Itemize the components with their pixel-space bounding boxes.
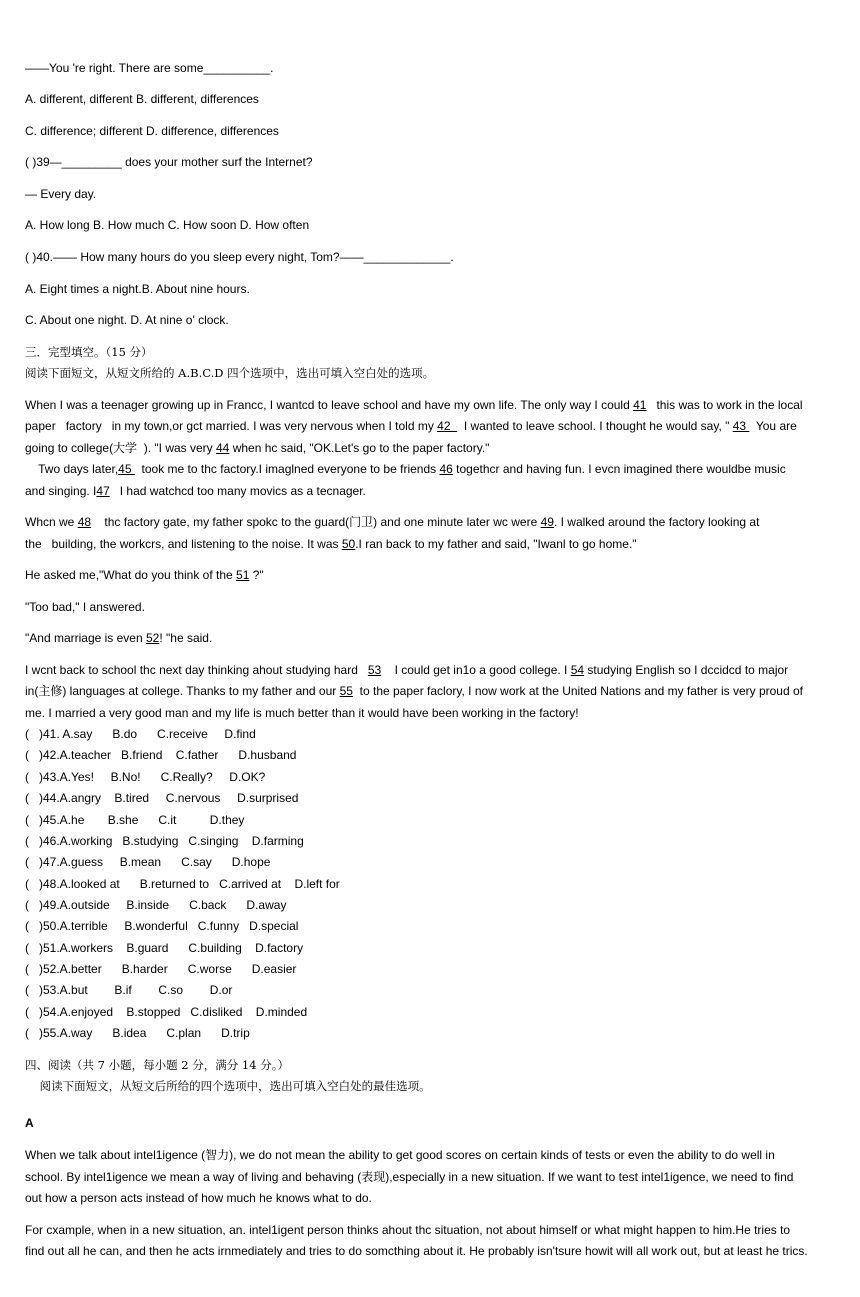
q40-stem: ( )40.—— How many hours do you sleep every night, Tom?——_____________. — [25, 250, 454, 264]
question-48: ( )48.A.looked at B.returned to C.arrived at D.left for — [25, 877, 340, 891]
reading-a-p1-line3: out how a person acts instead of how much he knows what to do. — [25, 1191, 372, 1205]
question-53: ( )53.A.but B.if C.so D.or — [25, 983, 233, 997]
question-44: ( )44.A.angry B.tired C.nervous D.surprised — [25, 791, 299, 805]
blank-45: 45 — [118, 462, 135, 476]
q39-stem: ( )39—_________ does your mother surf the Internet? — [25, 155, 313, 169]
question-42: ( )42.A.teacher B.friend C.father D.husband — [25, 748, 297, 762]
reading-a-p2-line2: find out all he can, and then he acts irnmediately and tries to do somcthing about it. He probably isn'tsure howit will all work out, but at least he trics. — [25, 1244, 808, 1258]
passage-p1-line3: going to college(大学 ). "I was very 44 when hc said, "OK.Let's go to the paper factory." — [25, 441, 490, 455]
question-47: ( )47.A.guess B.mean C.say D.hope — [25, 855, 271, 869]
blank-53: 53 — [367, 663, 382, 677]
blank-47: 47 — [96, 484, 110, 498]
reading-a-p1-line2: school. By intel1igence we mean a way of living and behaving (表现),especially in a new situation. If we want to test intel1igence, we need to find — [25, 1170, 794, 1184]
question-45: ( )45.A.he B.she C.it D.they — [25, 813, 245, 827]
q39-reply: — Every day. — [25, 187, 97, 201]
question-55: ( )55.A.way B.idea C.plan D.trip — [25, 1026, 250, 1040]
blank-42: 42 — [437, 419, 458, 433]
passage-p6-line2: in(主修) languages at college. Thanks to my father and our 55 to the paper faclory, I now work at the United Nations and my father is very proud of — [25, 684, 803, 698]
question-52: ( )52.A.better B.harder C.worse D.easier — [25, 962, 297, 976]
passage-p6-line3: me. I married a very good man and my life is much better than it would have been working in the factory! — [25, 706, 579, 720]
passage-p6-line1: I wcnt back to school thc next day thinking ahout studying hard 53 I could get in1o a good college. I 54 studying English so I dccidcd to major — [25, 663, 789, 677]
question-49: ( )49.A.outside B.inside C.back D.away — [25, 898, 287, 912]
question-51: ( )51.A.workers B.guard C.building D.factory — [25, 941, 304, 955]
passage-p1-line2: paper factory in my town,or gct married. I was very nervous when I told my 42 I wanted to leave school. I thought he would say, " 43 You are — [25, 419, 797, 433]
passage-p1-line5: and singing. I47 I had watchcd too many movics as a tecnager. — [25, 484, 366, 498]
part4-instruction: 阅读下面短文，从短文后所给的四个选项中，选出可填入空白处的最佳选项。 — [25, 1079, 431, 1093]
reading-a-p1-line1: When we talk about intel1igence (智力), we do not mean the ability to get good scores on certain kinds of tests or even the ability to do well in — [25, 1148, 775, 1162]
passage-p1-line4: Two days later,45 took me to thc factory.I imaglned everyone to be friends 46 togethcr and having fun. I evcn imagined there wouldbe music — [25, 462, 786, 476]
question-41: ( )41. A.say B.do C.receive D.find — [25, 727, 256, 741]
part3-heading: 三．完型填空。（15 分） — [25, 345, 153, 359]
q40-options-2: C. About one night. D. At nine o' clock. — [25, 313, 229, 327]
q38-options-2: C. difference; different D. difference, differences — [25, 124, 279, 138]
blank-44: 44 — [216, 441, 230, 455]
blank-55: 55 — [339, 684, 353, 698]
q38-options-1: A. different, different B. different, differences — [25, 92, 259, 106]
passage-p3: He asked me,"What do you think of the 51 ?" — [25, 568, 264, 582]
question-54: ( )54.A.enjoyed B.stopped C.disliked D.minded — [25, 1005, 308, 1019]
blank-46: 46 — [439, 462, 453, 476]
passage-p5: "And marriage is even 52! "he said. — [25, 631, 213, 645]
blank-43: 43 — [732, 419, 750, 433]
question-43: ( )43.A.Yes! B.No! C.Really? D.OK? — [25, 770, 266, 784]
question-50: ( )50.A.terrible B.wonderful C.funny D.special — [25, 919, 299, 933]
q40-options-1: A. Eight times a night.B. About nine hours. — [25, 282, 250, 296]
blank-48: 48 — [77, 515, 92, 529]
passage-p2-line1: Whcn we 48 thc factory gate, my father spokc to the guard(门卫) and one minute later wc were 49. I walked around the factory looking at — [25, 515, 760, 529]
blank-52: 52 — [145, 631, 160, 645]
part3-instruction: 阅读下面短文，从短文所给的 A.B.C.D 四个选项中，选出可填入空白处的选项。 — [25, 366, 435, 380]
passage-p2-line2: the building, the workcrs, and listening to the noise. It was 50.I ran back to my father and said, "Iwanl to go home." — [25, 537, 637, 551]
part4-heading: 四、阅读（共 7 小题，每小题 2 分，满分 14 分。） — [25, 1058, 289, 1072]
passage-p1-line1: When I was a teenager growing up in Francc, I wantcd to leave school and have my own life. The only way I could 41 this was to work in the local — [25, 398, 803, 412]
passage-p4: "Too bad," I answered. — [25, 600, 145, 614]
blank-49: 49 — [540, 515, 554, 529]
q39-options: A. How long B. How much C. How soon D. How often — [25, 218, 310, 232]
reading-a-p2-line1: For cxample, when in a new situation, an. intel1igent person thinks ahout thc situation, not about himself or what might happen to him.He tries to — [25, 1223, 791, 1237]
question-46: ( )46.A.working B.studying C.singing D.farming — [25, 834, 304, 848]
blank-51: 51 — [236, 568, 250, 582]
blank-50: 50 — [341, 537, 356, 551]
blank-54: 54 — [570, 663, 585, 677]
q38-answer-line: ——You 're right. There are some__________. — [25, 61, 274, 75]
section-a-label: A — [25, 1116, 34, 1130]
blank-41: 41 — [633, 398, 647, 412]
